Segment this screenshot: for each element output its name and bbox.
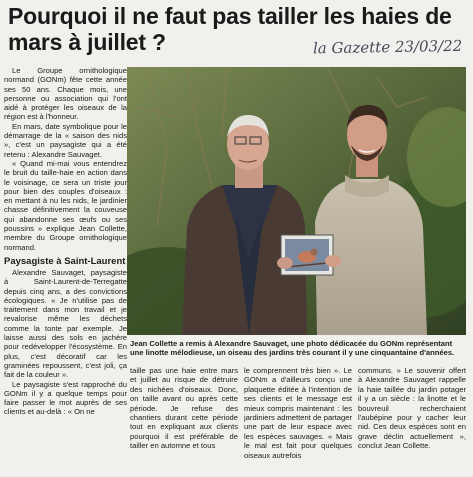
body-paragraph: En mars, date symbolique pour le démarrage de la « saison des nids », c'est un paysagiste qui a été retenu : Alexandre Sauvaget.	[4, 121, 127, 159]
article-headline: Pourquoi il ne faut pas tailler les haies de mars à juillet ?	[8, 3, 452, 55]
left-text-column	[4, 66, 127, 417]
section-subhead: Paysagiste à Saint-Laurent	[4, 255, 126, 267]
quote-paragraph: « Quand mi-mai vous entendrez le bruit du taille-haie en action dans le voisinage, ce sera un triste jour pour bien des couples d'oiseaux : en mettant à nu les nids, le jardinier chasse définitivement la couveuse qui abandonne ses œufs ou ses poussins » explique Jean Collette, membre du Groupe ornithologique normand.	[4, 158, 127, 252]
body-paragraph: Le paysagiste s'est rapproché du GONm il y a quelque temps pour faire passer le mot auprès de ses clients et au-delà : « On ne	[4, 379, 127, 417]
photo-caption: Jean Collette a remis à Alexandre Sauvaget, une photo dédicacée du GONm représentant une linotte mélodieuse, un oiseau des jardins très courant il y une cinquantaine d'années.	[130, 339, 455, 358]
bottom-text-column-1: taille pas une haie entre mars et juillet au risque de détruire des nichées d'oiseaux. Donc, on taille avant ou après cette période. Je refuse des chantiers durant cette période tout en expliquant aux clients pourquoi il est préférable de tailler en automne et tous	[130, 366, 238, 451]
bottom-text-column-3: communs. » Le souvenir offert à Alexandre Sauvaget rappelle la haie taillée du jardin potager il y a un siècle : la linotte et le bouvreuil recherchaient l'aubépine pour y cacher leur nid. Ces deux espèces sont en grave déclin actuellement », conclut Jean Collette.	[358, 366, 466, 451]
bottom-text-column-2: le comprennent très bien ». Le GONm a d'ailleurs conçu une plaquette éditée à l'intention de ses clients et le message est mieux compris maintenant : les jardiniers admettent de partager une part de leur espace avec les espèces sauvages. « Mais le mal est fait pour quelques oiseaux autrefois	[244, 366, 352, 460]
handwritten-annotation: la Gazette 23/03/22	[312, 36, 463, 58]
article-photo	[127, 67, 466, 335]
body-paragraph: Alexandre Sauvaget, paysagiste à Saint-Laurent-de-Terregatte depuis cinq ans, a des convictions écologiques. « Je n'utilise pas de traitement dans mon travail et je revalorise même les déchets comme la tonte par exemple. Je laisse aussi des sols en jachère pour redévelopper l'écosystème. En plus, c'est décoratif car les graminées repoussent, c'est joli, ça fait de la couleur ».	[4, 267, 127, 380]
framed-bird-photo	[277, 235, 341, 275]
intro-paragraph: Le Groupe ornithologique normand (GONm) fête cette année ses 50 ans. Chaque mois, une personne ou association qui l'ont aidé à protéger les oiseaux de la région est à l'honneur.	[4, 66, 127, 122]
